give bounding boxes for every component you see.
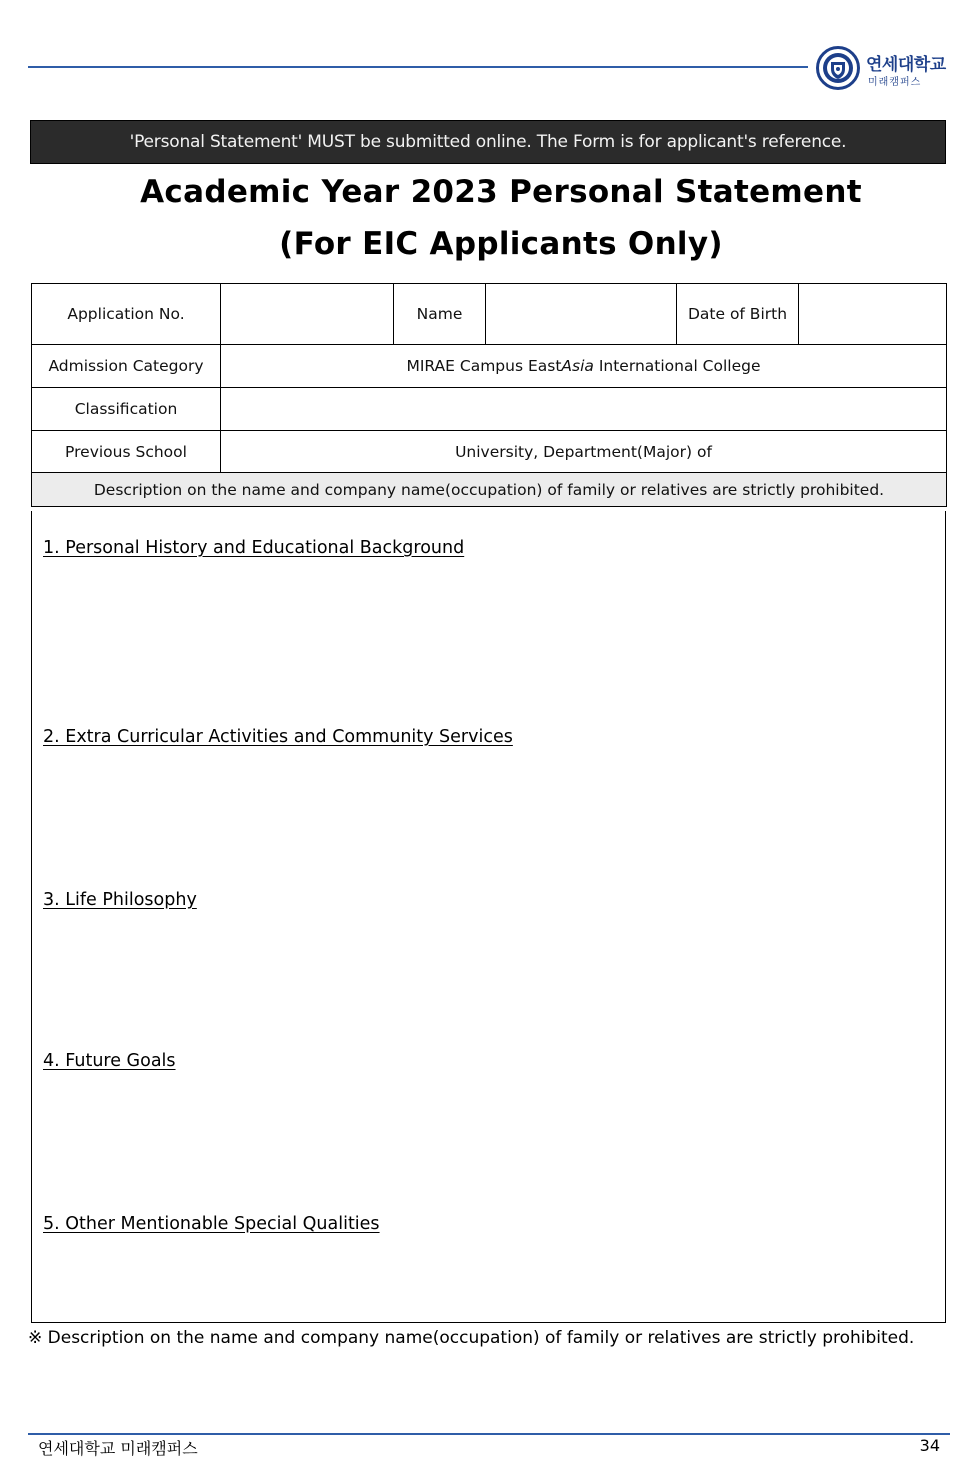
footer-university-name: 연세대학교 미래캠퍼스: [38, 1439, 198, 1458]
previous-school-label: Previous School: [32, 431, 221, 473]
classification-label: Classification: [32, 388, 221, 431]
logo-university-name: 연세대학교: [866, 55, 946, 75]
admission-category-italic: Asia: [561, 357, 594, 375]
table-row: [32, 473, 947, 507]
header-rule: [28, 66, 808, 68]
online-submission-notice: 'Personal Statement' MUST be submitted online. The Form is for applicant's reference.: [30, 120, 946, 164]
admission-category-label: Admission Category: [32, 345, 221, 388]
table-row: [32, 388, 947, 431]
applicant-info-table: [31, 283, 947, 507]
essay-area[interactable]: [31, 511, 946, 1323]
classification-field[interactable]: [221, 388, 947, 431]
page-subtitle: (For EIC Applicants Only): [279, 226, 723, 262]
section-heading-life-philosophy: 3. Life Philosophy: [43, 890, 197, 910]
university-logo: [816, 46, 956, 94]
section-heading-special-qualities: 5. Other Mentionable Special Qualities: [43, 1214, 380, 1234]
table-row: [32, 345, 947, 388]
section-heading-extracurricular: 2. Extra Curricular Activities and Community Services: [43, 727, 513, 747]
date-of-birth-field[interactable]: [799, 284, 947, 345]
application-no-field[interactable]: [221, 284, 394, 345]
footnote: ※ Description on the name and company name(occupation) of family or relatives are strictly prohibited.: [28, 1328, 915, 1348]
admission-category-value: [221, 345, 947, 388]
admission-category-text: MIRAE Campus East: [406, 357, 562, 375]
date-of-birth-label: Date of Birth: [677, 284, 799, 345]
name-field[interactable]: [486, 284, 677, 345]
page-number: 34: [919, 1436, 940, 1455]
section-heading-personal-history: 1. Personal History and Educational Background: [43, 538, 465, 558]
page-title: Academic Year 2023 Personal Statement: [140, 174, 862, 210]
name-label: Name: [394, 284, 486, 345]
logo-campus-name: 미래캠퍼스: [868, 77, 922, 88]
admission-category-text-end: International College: [593, 357, 761, 375]
table-row: [32, 284, 947, 345]
family-description-warning: Description on the name and company name(occupation) of family or relatives are strictly prohibited.: [32, 473, 947, 507]
section-heading-future-goals: 4. Future Goals: [43, 1051, 176, 1071]
previous-school-field[interactable]: University, Department(Major) of: [221, 431, 947, 473]
footer-rule: [28, 1433, 950, 1435]
application-no-label: Application No.: [32, 284, 221, 345]
university-seal-icon: [816, 46, 860, 90]
table-row: [32, 431, 947, 473]
